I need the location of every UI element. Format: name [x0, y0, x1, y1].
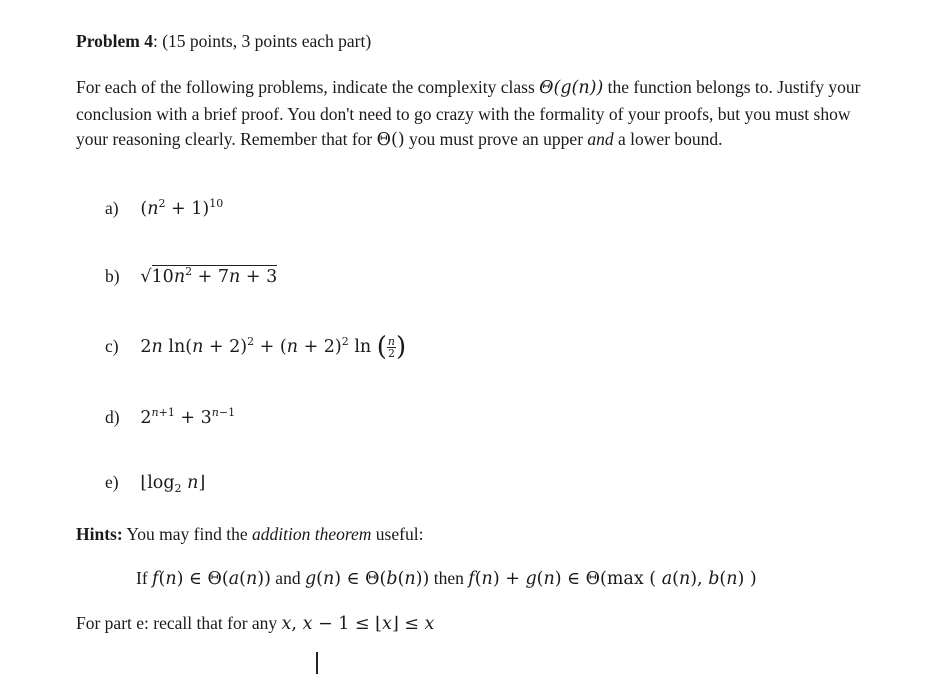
part-a [105, 196, 223, 221]
floor-inequality: x, x − 1 ≤ ⌊x⌋ ≤ x [281, 614, 435, 634]
part-d [105, 405, 235, 430]
intro-paragraph [76, 75, 866, 154]
part-c-expression: 2n $\ln(n + 2)^2 + (n + 2)^2$ ln ( $\frac{n}{2}$ ) [140, 332, 407, 362]
problem-points: (15 points, 3 points each part) [162, 31, 372, 51]
intro-text-3: you must prove an upper [404, 129, 588, 149]
part-a-expression: $(n^2 + 1)^{10}$ [140, 197, 224, 219]
intro-text-4: a lower bound. [613, 129, 723, 149]
part-b-label: b) [105, 266, 120, 286]
hints-label: Hints: [76, 524, 123, 544]
addition-theorem-emphasis: addition theorem [252, 524, 372, 544]
part-c-label: c) [105, 336, 119, 356]
part-c [105, 332, 407, 362]
part-b [105, 264, 277, 289]
intro-and-emphasis: and [587, 129, 614, 149]
theorem-premise-1: f(n) ∈ Θ(a(n)) [152, 569, 271, 589]
part-e-expression: $⌊\log_2$ n⌋ [140, 473, 206, 495]
intro-text-2: the function belongs to. Justify your conclusion with a brief proof. You don't need to go crazy with the formality of your proofs, but you must show your reasoning clearly. Remember that for [76, 77, 861, 149]
theorem-and: and [270, 568, 305, 588]
part-b-expression: $√10n^2 + 7n + 3$ [140, 265, 278, 287]
theorem-then: then [429, 568, 469, 588]
problem-header [76, 29, 371, 53]
part-a-label: a) [105, 198, 119, 218]
problem-colon: : [152, 31, 158, 51]
hints-text-2: useful: [371, 524, 424, 544]
intro-text-1: For each of the following problems, indicate the complexity class [76, 77, 540, 97]
theorem-conclusion: f(n) + g(n) ∈ Θ(max ( a(n), b(n) ) [468, 569, 757, 589]
part-e-label: e) [105, 472, 119, 492]
theta-g-n: Θ(g(n)) [539, 78, 604, 98]
theta-empty: Θ() [376, 130, 405, 150]
part-e-hint [76, 611, 434, 636]
part-d-label: d) [105, 407, 120, 427]
addition-theorem-statement [136, 566, 757, 591]
text-cursor [316, 652, 318, 674]
theorem-premise-2: g(n) ∈ Θ(b(n)) [304, 569, 430, 589]
hints-text-1: You may find the [122, 524, 252, 544]
part-d-expression: $2^{n+1} + 3^{n-1}$ [140, 406, 236, 428]
problem-title: Problem 4 [76, 31, 153, 51]
part-e [105, 470, 205, 495]
hints-line [76, 522, 423, 546]
part-e-hint-text: For part e: recall that for any [76, 613, 282, 633]
theorem-if: If [136, 568, 153, 588]
